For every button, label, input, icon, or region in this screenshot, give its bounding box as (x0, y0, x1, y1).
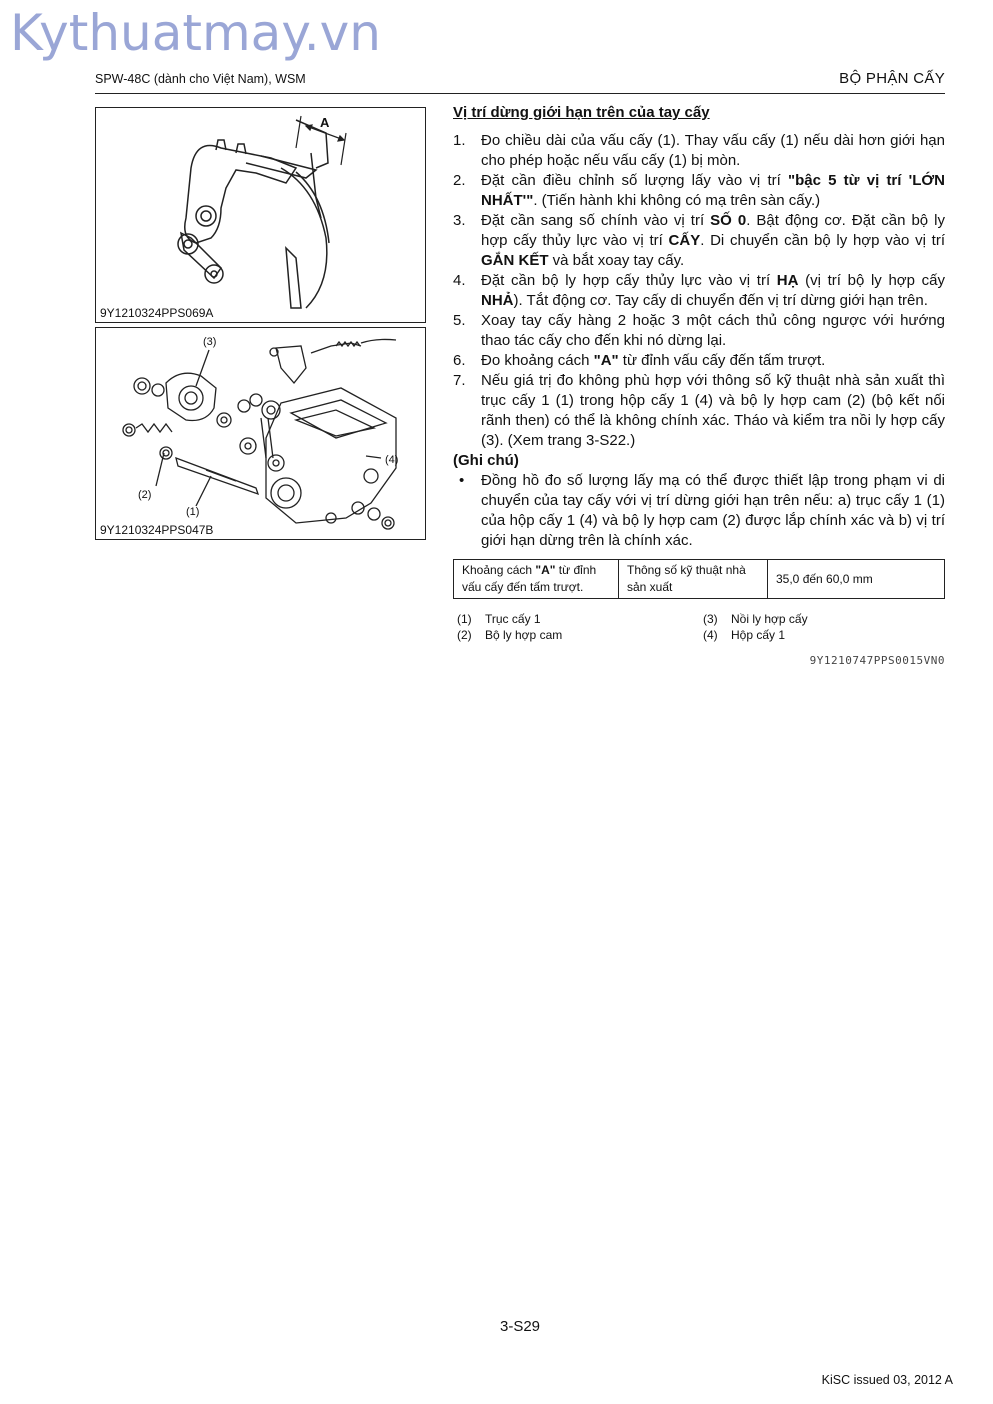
callout-4: (4) (385, 454, 399, 466)
figure-planting-arm (95, 107, 426, 323)
step-text-part: (vị trí bộ ly hợp cấy (798, 272, 945, 289)
table-row (454, 560, 945, 599)
spec-item-bold: "A" (535, 563, 556, 577)
note-item (453, 471, 945, 551)
step-text (481, 311, 945, 351)
legend-text: Nồi ly hợp cấy (731, 612, 808, 626)
page-number: 3-S29 (499, 1318, 541, 1335)
watermark-logo: Kythuatmay.vn (10, 4, 381, 62)
step-text-part: Nếu giá trị đo không phù hợp với thông số kỹ thuật nhà sản xuất thì trục cấy 1 (1) trong hộp cấy 1 (4) và bộ ly hợp cam (2) (bộ kết nối rãnh then) có thể là không chính xác. Tháo và kiểm tra nồi ly hợp cấy (3). (Xem trang 3-S22.) (481, 372, 945, 449)
step-text-part: . Bật động cơ. Đặt cần bộ ly hợp cấy thủy lực vào vị trí (481, 212, 945, 249)
legend-number: (3) (703, 612, 718, 626)
step-text-part: Xoay tay cấy hàng 2 hoặc 3 một cách thủ công ngược với hướng thao tác cấy cho đến khi nó dừng lại. (481, 312, 945, 349)
header-manual-title: SPW-48C (dành cho Việt Nam), WSM (95, 72, 306, 86)
step-text-bold: NHẢ (481, 292, 514, 309)
spec-type-cell: Thông số kỹ thuật nhà sản xuất (619, 560, 768, 599)
legend-text: Bộ ly hợp cam (485, 628, 563, 642)
note-title: (Ghi chú) (453, 452, 519, 469)
step-text-part: ). Tắt động cơ. Tay cấy di chuyển đến vị trí dừng giới hạn trên. (513, 292, 928, 309)
figure-exploded-transplanting-case (95, 327, 426, 540)
step-text (481, 211, 945, 271)
list-item (453, 627, 699, 643)
step-number: 1. (453, 132, 466, 149)
step-item (453, 311, 945, 351)
step-text-part: Đặt cần sang số chính vào vị trí (481, 212, 711, 229)
step-text-bold: "bậc 5 từ vị trí 'LỚN NHẤT'" (481, 172, 945, 209)
planting-arm-drawing (96, 108, 425, 322)
section-title: Vị trí dừng giới hạn trên của tay cấy (453, 104, 710, 121)
exploded-view-drawing (96, 328, 425, 539)
list-item (453, 611, 699, 627)
list-item (699, 611, 945, 627)
step-text-part: Đặt cần điều chỉnh số lượng lấy vào vị trí (481, 172, 788, 189)
step-text-part: từ đỉnh vấu cấy đến tấm trượt. (618, 352, 826, 369)
step-text-bold: HẠ (776, 272, 799, 289)
dimension-label-a: A (320, 115, 330, 130)
step-text (481, 131, 945, 171)
step-text (481, 351, 945, 371)
legend-number: (4) (703, 628, 718, 642)
step-text-bold: SỐ 0 (710, 212, 747, 229)
document-code: 9Y1210747PPS0015VN0 (809, 654, 945, 667)
step-text-part: Đo khoảng cách (481, 352, 594, 369)
callout-1: (1) (186, 506, 200, 518)
step-text (481, 171, 945, 211)
step-item (453, 211, 945, 271)
step-item (453, 131, 945, 171)
figure-caption: 9Y1210324PPS069A (100, 306, 214, 320)
step-text-part: . (Tiến hành khi không có mạ trên sàn cấy.) (533, 192, 821, 209)
spec-table (453, 559, 945, 599)
procedure-content (453, 103, 945, 671)
step-number: 3. (453, 212, 466, 229)
legend-text: Hộp cấy 1 (731, 628, 786, 642)
step-item (453, 171, 945, 211)
header-section-title: BỘ PHẬN CẤY (839, 70, 945, 87)
parts-legend (453, 611, 945, 643)
spec-item-text: từ đỉnh vấu cấy đến tấm trượt. (462, 563, 597, 594)
step-number: 2. (453, 172, 466, 189)
callout-2: (2) (138, 489, 152, 501)
legend-number: (2) (457, 628, 472, 642)
step-text-bold: CẤY (668, 232, 701, 249)
step-number: 5. (453, 312, 466, 329)
step-text-bold: "A" (593, 352, 619, 369)
step-text-part: Đặt cần bộ ly hợp cấy thủy lực vào vị trí (481, 272, 777, 289)
step-text-part: và bắt xoay tay cấy. (548, 252, 685, 269)
header-rule (95, 93, 945, 94)
spec-item-cell (454, 560, 619, 599)
procedure-steps (453, 131, 945, 451)
step-text (481, 371, 945, 451)
figure-caption: 9Y1210324PPS047B (100, 523, 214, 537)
legend-text: Trục cấy 1 (485, 612, 541, 626)
step-text-part: . Di chuyển cần bộ ly hợp vào vị trí (700, 232, 946, 249)
step-text-bold: GẮN KẾT (481, 252, 549, 269)
spec-value-cell: 35,0 đến 60,0 mm (768, 560, 945, 599)
step-item (453, 271, 945, 311)
list-item (699, 627, 945, 643)
step-text (481, 271, 945, 311)
step-number: 4. (453, 272, 466, 289)
step-number: 7. (453, 372, 466, 389)
issue-note: KiSC issued 03, 2012 A (821, 1373, 953, 1387)
legend-number: (1) (457, 612, 472, 626)
step-text-part: Đo chiều dài của vấu cấy (1). Thay vấu cấy (1) nếu dài hơn giới hạn cho phép hoặc nếu vấu cấy (1) bị mòn. (481, 132, 945, 169)
spec-item-text: Khoảng cách (462, 563, 536, 577)
step-number: 6. (453, 352, 466, 369)
step-item (453, 371, 945, 451)
bullet-icon: • (459, 472, 465, 489)
step-item (453, 351, 945, 371)
note-text: Đồng hồ đo số lượng lấy mạ có thể được thiết lập trong phạm vi di chuyển của tay cấy với vị trí dừng giới hạn trên nếu: a) trục cấy 1 (1) của hộp cấy 1 (4) và bộ ly hợp cam (2) được lắp chính xác và b) vị trí giới hạn dừng trên là chính xác. (481, 472, 945, 549)
callout-3: (3) (203, 336, 217, 348)
